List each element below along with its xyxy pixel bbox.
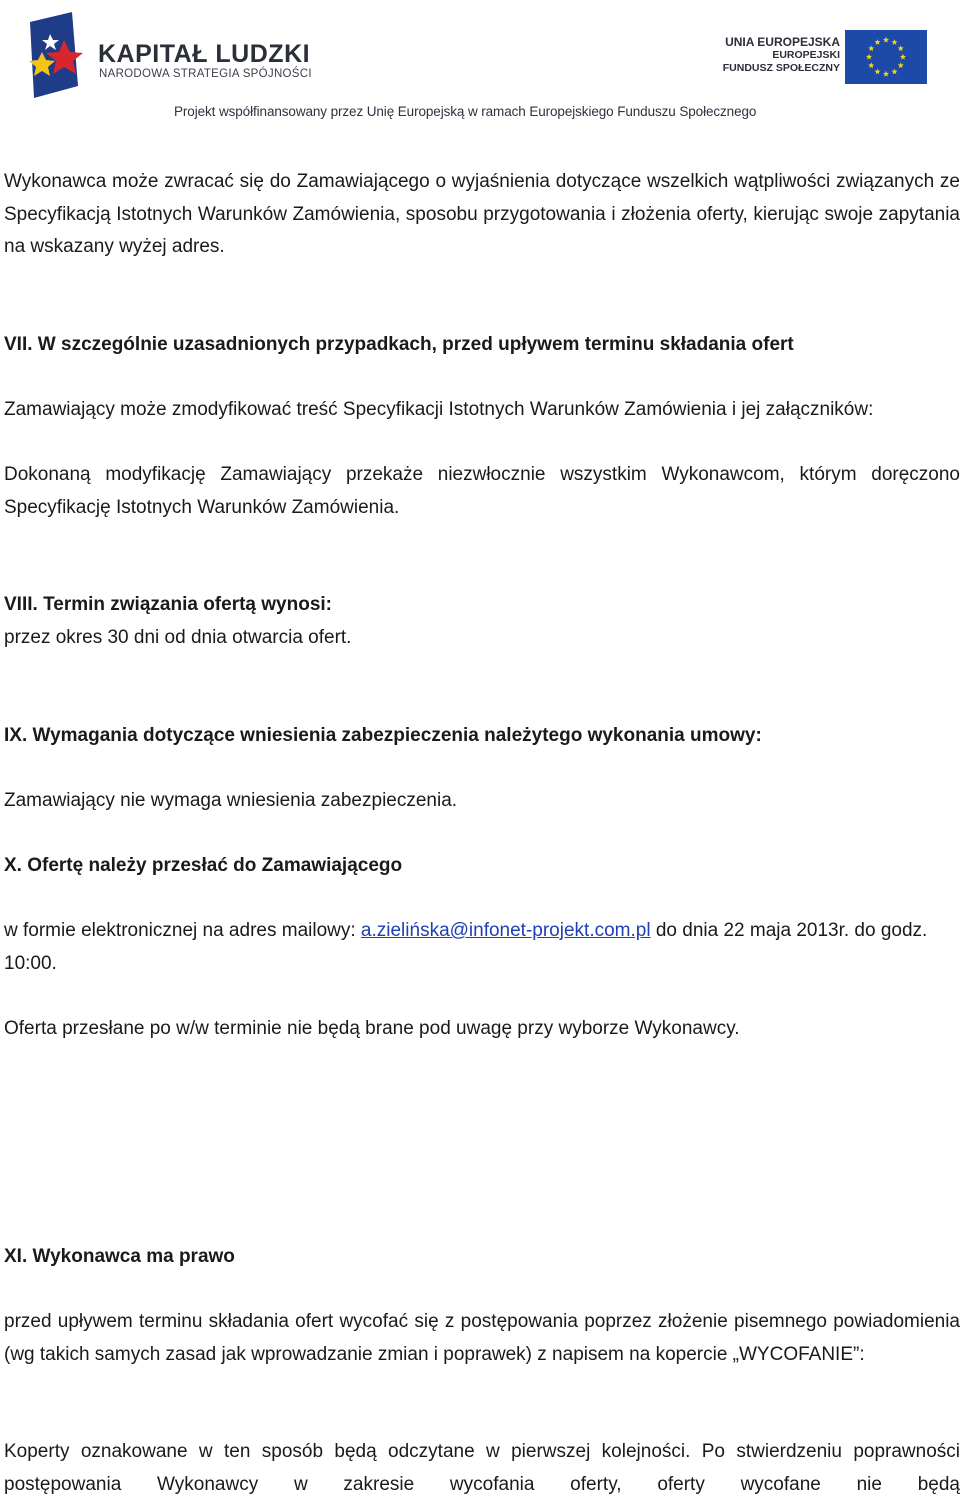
- section-vii-paragraph-1: Zamawiający może zmodyfikować treść Specyfikacji Istotnych Warunków Zamówienia i jej załączników:: [4, 399, 874, 420]
- kapital-ludzki-title: KAPITAŁ LUDZKI: [98, 40, 311, 68]
- section-x-paragraph-2: Oferta przesłane po w/w terminie nie będą brane pod uwagę przy wyborze Wykonawcy.: [4, 1018, 740, 1039]
- section-vii-paragraph-2: Dokonaną modyfikację Zamawiający przekaże niezwłocznie wszystkim Wykonawcom, którym doręczono Specyfikację Istotnych Warunków Zamówienia.: [4, 464, 960, 518]
- intro-paragraph: Wykonawca może zwracać się do Zamawiającego o wyjaśnienia dotyczące wszelkich wątpliwości związanych ze Specyfikacją Istotnych Warunków Zamówienia, sposobu przygotowania i złożenia oferty, kierując swoje zapytania na wskazany wyżej adres.: [4, 171, 960, 257]
- section-xi-paragraph-2: Koperty oznakowane w ten sposób będą odczytane w pierwszej kolejności. Po stwierdzeniu poprawności postępowania Wykonawcy w zakresie wycofania oferty, oferty wycofane nie będą: [4, 1441, 960, 1495]
- section-vii-heading: VII. W szczególnie uzasadnionych przypadkach, przed upływem terminu składania ofert: [4, 334, 794, 355]
- eu-flag-icon: [845, 30, 927, 84]
- section-x-paragraph-1: [4, 915, 960, 980]
- page-header: [0, 0, 960, 130]
- section-x-text-before-email: w formie elektronicznej na adres mailowy:: [4, 920, 361, 941]
- eu-line-2: EUROPEJSKI: [772, 49, 840, 61]
- section-xi-heading: XI. Wykonawca ma prawo: [4, 1246, 235, 1267]
- section-ix-heading: IX. Wymagania dotyczące wniesienia zabezpieczenia należytego wykonania umowy:: [4, 725, 762, 746]
- section-x-text-after-email: do dnia 22 maja 2013r. do godz. 10:00.: [4, 920, 928, 974]
- section-ix-paragraph: Zamawiający nie wymaga wniesienia zabezpieczenia.: [4, 790, 458, 811]
- section-xi-paragraph-1: przed upływem terminu składania ofert wycofać się z postępowania poprzez złożenie pisemnego powiadomienia (wg takich samych zasad jak wprowadzanie zmian i poprawek) z napisem na kopercie „WYCOFANIE”:: [4, 1311, 960, 1365]
- section-viii-heading: VIII. Termin związania ofertą wynosi:: [4, 594, 333, 615]
- eu-line-1: UNIA EUROPEJSKA: [725, 35, 840, 49]
- kapital-ludzki-logo-icon: [26, 12, 86, 98]
- project-cofinancing-line: Projekt współfinansowany przez Unię Europejską w ramach Europejskiego Funduszu Społecznego: [174, 104, 757, 119]
- section-viii-paragraph: przez okres 30 dni od dnia otwarcia ofert.: [4, 627, 352, 648]
- eu-label: [723, 36, 840, 75]
- eu-line-3: FUNDUSZ SPOŁECZNY: [722, 62, 840, 74]
- section-x-heading: X. Ofertę należy przesłać do Zamawiającego: [4, 855, 403, 876]
- kapital-ludzki-subtitle: NARODOWA STRATEGIA SPÓJNOŚCI: [99, 68, 312, 80]
- email-link[interactable]: a.zielińska@infonet-projekt.com.pl: [360, 920, 651, 941]
